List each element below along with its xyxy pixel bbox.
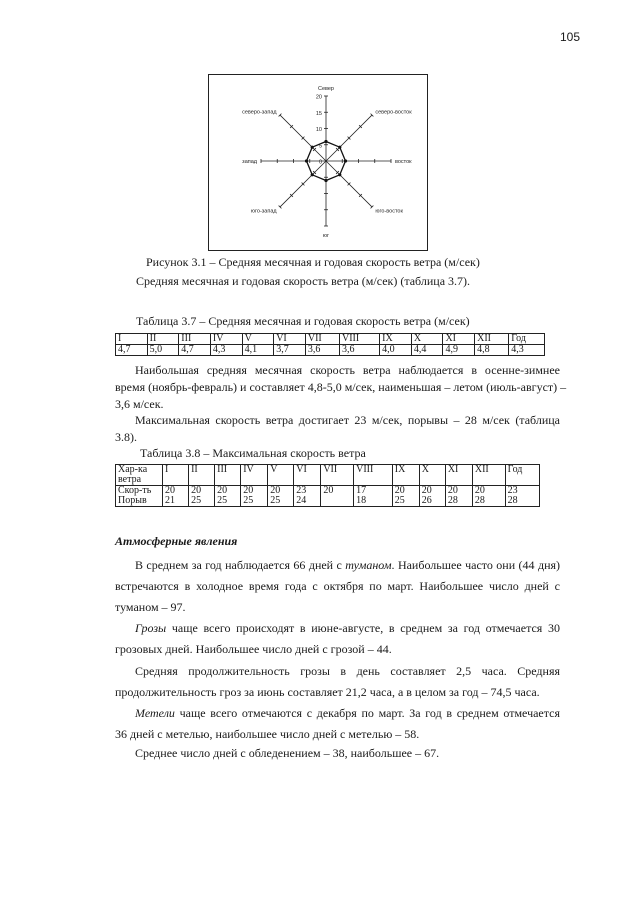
page-number: 105 xyxy=(560,30,581,44)
header-cell: I xyxy=(116,334,148,345)
table-header-row xyxy=(116,465,540,486)
cell-value: 25 xyxy=(191,495,202,506)
axis-label: северо-запад xyxy=(242,109,277,116)
data-point xyxy=(324,179,327,182)
value-cell: 3,7 xyxy=(274,345,306,356)
cell-value: 20 xyxy=(323,485,334,496)
value-cell xyxy=(472,486,505,507)
value-cell: 4,1 xyxy=(242,345,274,356)
header-cell: VI xyxy=(274,334,306,345)
table38-caption: Таблица 3.8 – Максимальная скорость ветра xyxy=(140,446,366,460)
data-point xyxy=(344,159,347,162)
value-cell: 5,0 xyxy=(147,345,179,356)
cell-value: 20 xyxy=(447,485,458,496)
cell-value: 23 xyxy=(296,485,307,496)
header-cell: IV xyxy=(241,465,268,486)
data-point xyxy=(324,140,327,143)
cell-value: 20 xyxy=(243,485,254,496)
table-header-row xyxy=(116,334,545,345)
cell-value: 20 xyxy=(165,485,175,496)
row-label: Порыв xyxy=(118,495,147,506)
wind-rose-svg xyxy=(209,75,427,250)
radial-tick-label: 5 xyxy=(318,143,322,150)
data-point xyxy=(338,173,341,176)
data-point xyxy=(305,159,308,162)
cell-value: 24 xyxy=(296,495,307,506)
cell-value: 25 xyxy=(243,495,254,506)
value-cell: 4,3 xyxy=(210,345,242,356)
radial-tick-label: 0 xyxy=(318,159,322,166)
text-run-italic: туманом xyxy=(345,558,392,572)
header-cell: V xyxy=(242,334,274,345)
text-run: чаще всего происходят в июне-августе, в среднем за год отмечается 30 xyxy=(166,621,560,635)
text-line: продолжительность гроз за июнь составляет 21,2 часа, а в целом за год – 74,5 часа. xyxy=(115,685,540,699)
header-cell: VII xyxy=(305,334,339,345)
header-cell: Год xyxy=(509,334,545,345)
radial-tick-label: 20 xyxy=(315,94,322,101)
value-cell xyxy=(189,486,215,507)
header-cell: III xyxy=(215,465,241,486)
header-cell: VI xyxy=(294,465,321,486)
value-cell: 4,3 xyxy=(509,345,545,356)
cell-value: 20 xyxy=(421,485,432,496)
header-cell: II xyxy=(147,334,179,345)
paragraph-ice: Среднее число дней с обледенением – 38, наибольшее – 67. xyxy=(135,746,440,760)
cell-value: 28 xyxy=(507,495,518,506)
text-run-italic: Грозы xyxy=(135,621,167,635)
figure-caption: Рисунок 3.1 – Средняя месячная и годовая скорость ветра (м/сек) xyxy=(146,255,480,269)
paragraph-duration xyxy=(115,661,560,703)
value-cell: 4,7 xyxy=(179,345,211,356)
text-line: Наибольшая средняя месячная скорость ветра наблюдается в осенне-зимнее xyxy=(135,363,560,377)
row-label: Скор-ть xyxy=(118,485,152,496)
text-line: 3.8). xyxy=(115,430,137,444)
data-point xyxy=(338,146,341,149)
header-cell: VII xyxy=(321,465,354,486)
header-cell: X xyxy=(411,334,443,345)
value-cell xyxy=(505,486,539,507)
value-cell xyxy=(294,486,321,507)
text-line: 36 дней с метелью, наибольшее число дней с метелью – 58. xyxy=(115,727,420,741)
text-run: чаще всего отмечаются с декабря по март. За год в среднем отмечается xyxy=(174,706,560,720)
axis-label: восток xyxy=(395,159,412,165)
value-cell: 4,7 xyxy=(116,345,148,356)
paragraph-wind-max xyxy=(115,412,560,446)
cell-value: 20 xyxy=(191,485,202,496)
value-cell: 3,6 xyxy=(340,345,380,356)
table-3-8 xyxy=(115,464,540,507)
header-cell: II xyxy=(189,465,215,486)
value-cell xyxy=(354,486,393,507)
header-cell: IV xyxy=(210,334,242,345)
table-3-7 xyxy=(115,333,545,356)
text-line: туманом – 97. xyxy=(115,600,186,614)
text-run-italic: Метели xyxy=(135,706,175,720)
data-point xyxy=(311,146,314,149)
corner-cell xyxy=(116,465,163,486)
value-cell: 4,9 xyxy=(443,345,475,356)
text-line xyxy=(115,555,560,576)
text-run: . Наибольшее часто они (44 дня) xyxy=(391,558,561,572)
cell-value: 25 xyxy=(270,495,281,506)
value-cell xyxy=(419,486,445,507)
header-cell: V xyxy=(268,465,294,486)
header-cell: VIII xyxy=(340,334,380,345)
text-line: грозовых дней. Наибольшее число дней с грозой – 44. xyxy=(115,642,392,656)
cell-value: 28 xyxy=(447,495,458,506)
text-line: Максимальная скорость ветра достигает 23 м/сек, порывы – 28 м/сек (таблица xyxy=(135,413,560,427)
axis-label: юг xyxy=(322,233,330,239)
axis-label: северо-восток xyxy=(375,109,412,116)
text-line: Средняя продолжительность грозы в день составляет 2,5 часа. Средняя xyxy=(135,664,560,678)
text-line: время (ноябрь-февраль) и составляет 4,8-5,0 м/сек, наименьшая – летом (июль-август) – xyxy=(115,380,567,394)
value-cell: 4,8 xyxy=(475,345,509,356)
value-cell xyxy=(215,486,241,507)
header-cell: IX xyxy=(380,334,412,345)
value-cell xyxy=(392,486,419,507)
axis-label: запад xyxy=(242,159,257,165)
paragraph-wind-seasonal xyxy=(115,362,567,413)
value-cell xyxy=(268,486,294,507)
cell-value: 26 xyxy=(421,495,432,506)
header-cell: XII xyxy=(472,465,505,486)
cell-value: 25 xyxy=(394,495,405,506)
cell-value: 23 xyxy=(507,485,518,496)
cell-value: 21 xyxy=(165,495,175,506)
text-line xyxy=(115,703,560,724)
header-cell: I xyxy=(163,465,189,486)
cell-value: 20 xyxy=(217,485,228,496)
header-cell: VIII xyxy=(354,465,393,486)
table-row xyxy=(116,345,545,356)
cell-value: 20 xyxy=(394,485,405,496)
corner-label: ветра xyxy=(118,474,142,485)
data-point xyxy=(311,173,314,176)
header-cell: XI xyxy=(445,465,472,486)
header-cell: III xyxy=(179,334,211,345)
value-cell xyxy=(445,486,472,507)
text-run: В среднем за год наблюдается 66 дней с xyxy=(135,558,346,572)
cell-value: 25 xyxy=(217,495,228,506)
axis-label: юго-восток xyxy=(375,208,403,215)
value-cell xyxy=(321,486,354,507)
radial-tick-label: 15 xyxy=(315,110,322,117)
value-cell: 3,6 xyxy=(305,345,339,356)
header-cell: Год xyxy=(505,465,539,486)
header-cell: XII xyxy=(475,334,509,345)
cell-value: 28 xyxy=(474,495,485,506)
table-row xyxy=(116,486,540,507)
header-cell: IX xyxy=(392,465,419,486)
value-cell: 4,4 xyxy=(411,345,443,356)
value-cell xyxy=(163,486,189,507)
paragraph-blizzard xyxy=(115,703,560,745)
header-cell: X xyxy=(419,465,445,486)
table37-caption: Таблица 3.7 – Средняя месячная и годовая скорость ветра (м/сек) xyxy=(136,314,470,328)
paragraph-storm xyxy=(115,618,560,660)
radial-tick-label: 10 xyxy=(315,127,322,133)
text-line xyxy=(115,618,560,639)
value-cell: 4,0 xyxy=(380,345,412,356)
paragraph-fog xyxy=(115,555,560,618)
text-line: 3,6 м/сек. xyxy=(115,397,164,411)
header-cell: XI xyxy=(443,334,475,345)
wind-rose-chart xyxy=(208,74,428,251)
corner-label: Хар-ка xyxy=(118,464,148,475)
intro-line: Средняя месячная и годовая скорость ветра (м/сек) (таблица 3.7). xyxy=(136,274,471,288)
cell-value: 20 xyxy=(474,485,485,496)
cell-value: 20 xyxy=(270,485,281,496)
cell-value: 17 xyxy=(356,485,367,496)
section-heading: Атмосферные явления xyxy=(115,534,238,548)
value-cell xyxy=(241,486,268,507)
text-line: встречаются в холодное время года с октября по март. Наибольшее число дней с xyxy=(115,579,560,593)
cell-value: 18 xyxy=(356,495,367,506)
axis-label: Север xyxy=(317,86,335,92)
axis-label: юго-запад xyxy=(250,208,277,215)
row-label-cell xyxy=(116,486,163,507)
